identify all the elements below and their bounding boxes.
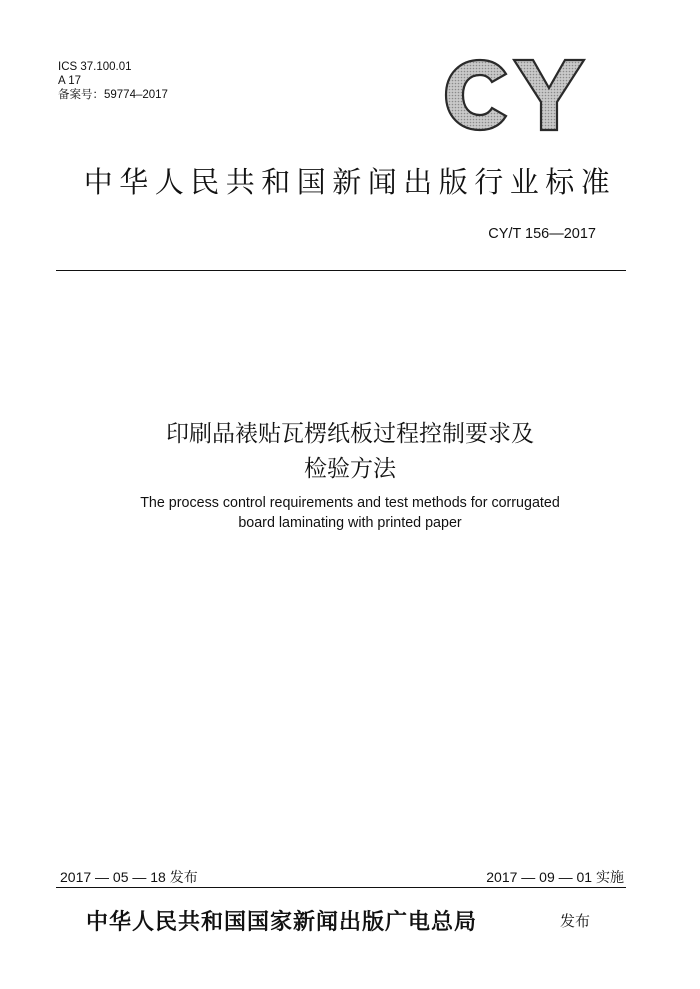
cy-logo-icon [436,52,596,138]
document-metadata [58,60,168,102]
logo-letter-y [514,60,584,130]
issue-date: 2017 — 05 — 18 发布 [60,869,198,885]
english-title-line-2: board laminating with printed paper [238,515,462,531]
chinese-title-line-1: 印刷品裱贴瓦楞纸板过程控制要求及 [166,421,534,447]
standard-number: CY/T 156—2017 [488,226,596,242]
english-title [0,493,700,533]
effective-date: 2017 — 09 — 01 实施 [486,869,624,885]
chinese-title-line-2: 检验方法 [304,456,396,482]
publisher-name: 中华人民共和国国家新闻出版广电总局 [86,909,478,935]
chinese-title [0,417,700,487]
ics-code: ICS 37.100.01 [58,61,132,73]
english-title-line-1: The process control requirements and test methods for corrugated [140,495,560,511]
top-divider [56,270,626,271]
industry-standard-title: 中华人民共和国新闻出版行业标准 [83,165,617,199]
bottom-divider [56,887,626,888]
publish-label: 发布 [560,912,591,930]
record-number: 备案号：59774–2017 [58,89,168,101]
classification-code: A 17 [58,75,82,87]
logo-letter-c [446,60,506,130]
